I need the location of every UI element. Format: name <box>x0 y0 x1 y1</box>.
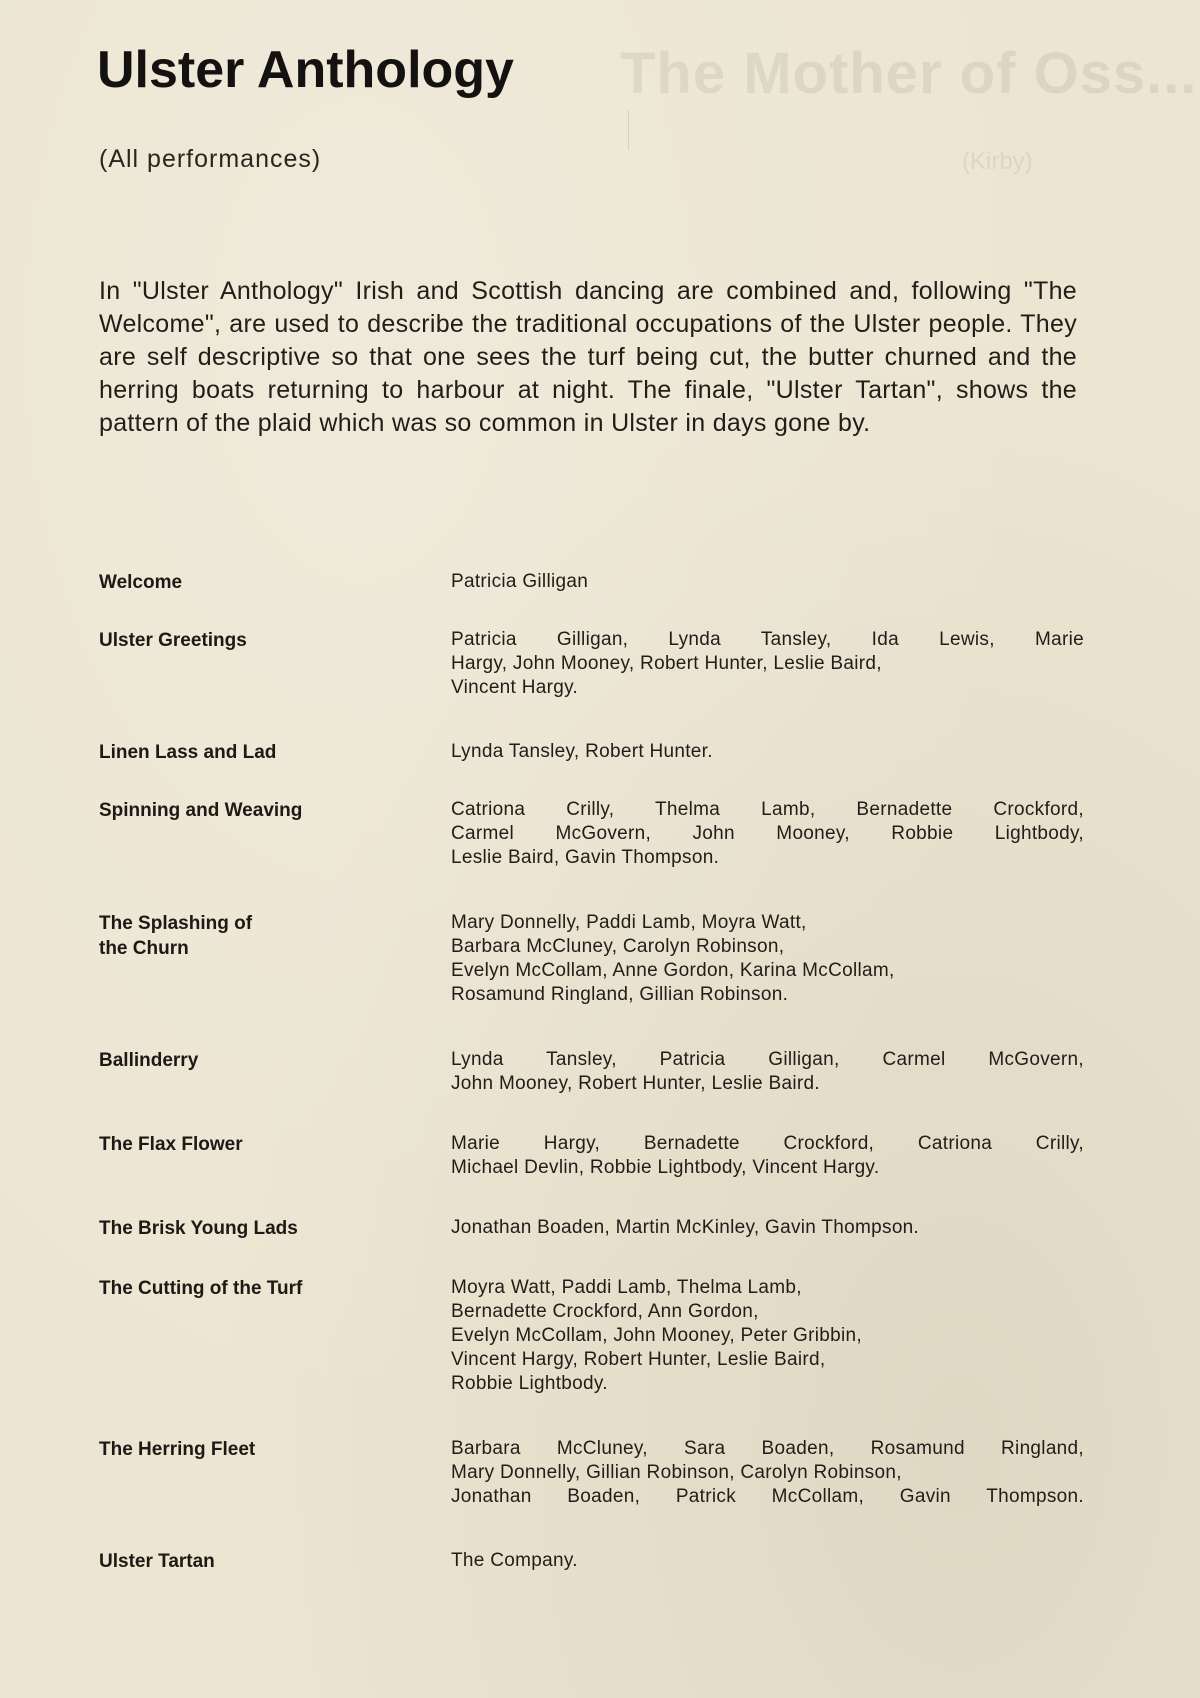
cast-line: Rosamund Ringland, Gillian Robinson. <box>451 984 789 1005</box>
dance-name: The Brisk Young Lads <box>99 1218 298 1239</box>
cast-list <box>451 1437 1084 1509</box>
cast-list <box>451 1132 1084 1180</box>
cast-line: Vincent Hargy, Robert Hunter, Leslie Baird, <box>451 1349 826 1370</box>
cast-line: Evelyn McCollam, John Mooney, Peter Gribbin, <box>451 1325 862 1346</box>
dance-name: The Cutting of the Turf <box>99 1278 303 1299</box>
cast-line: Evelyn McCollam, Anne Gordon, Karina McCollam, <box>451 960 895 981</box>
cast-list <box>451 1216 1084 1240</box>
cast-list <box>451 1048 1084 1096</box>
page-title: Ulster Anthology <box>97 41 514 99</box>
dance-name <box>99 911 439 961</box>
cast-line: Patricia Gilligan, Lynda Tansley, Ida Lewis, Marie <box>451 629 1084 650</box>
cast-line: Catriona Crilly, Thelma Lamb, Bernadette Crockford, <box>451 799 1084 820</box>
cast-list <box>451 740 1084 764</box>
dance-name-line: the Churn <box>99 938 189 959</box>
cast-line: Bernadette Crockford, Ann Gordon, <box>451 1301 759 1322</box>
dance-name: Spinning and Weaving <box>99 800 303 821</box>
dance-name: The Herring Fleet <box>99 1439 256 1460</box>
cast-list <box>451 911 1084 1007</box>
cast-line: Jonathan Boaden, Patrick McCollam, Gavin Thompson. <box>451 1486 1084 1507</box>
cast-list <box>451 798 1084 870</box>
cast-list <box>451 570 1084 594</box>
cast-line: Robbie Lightbody. <box>451 1373 608 1394</box>
cast-line: Barbara McCluney, Carolyn Robinson, <box>451 936 785 957</box>
cast-line: Vincent Hargy. <box>451 677 579 698</box>
cast-line: John Mooney, Robert Hunter, Leslie Baird. <box>451 1073 820 1094</box>
dance-name: The Flax Flower <box>99 1134 243 1155</box>
cast-line: The Company. <box>451 1550 578 1571</box>
dance-name: Welcome <box>99 572 183 593</box>
cast-line: Barbara McCluney, Sara Boaden, Rosamund Ringland, <box>451 1438 1084 1459</box>
performance-note: (All performances) <box>99 145 322 173</box>
cast-line: Mary Donnelly, Gillian Robinson, Carolyn Robinson, <box>451 1462 902 1483</box>
cast-line: Carmel McGovern, John Mooney, Robbie Lightbody, <box>451 823 1084 844</box>
dance-name: Ulster Tartan <box>99 1551 215 1572</box>
cast-line: Patricia Gilligan <box>451 571 589 592</box>
show-through-subtitle: (Kirby) <box>962 148 1033 175</box>
dance-name-line: The Splashing of <box>99 913 253 934</box>
cast-list <box>451 1276 1084 1396</box>
cast-list <box>451 628 1084 700</box>
cast-line: Lynda Tansley, Patricia Gilligan, Carmel McGovern, <box>451 1049 1084 1070</box>
cast-line: Hargy, John Mooney, Robert Hunter, Leslie Baird, <box>451 653 882 674</box>
cast-line: Jonathan Boaden, Martin McKinley, Gavin Thompson. <box>451 1217 920 1238</box>
dance-name: Linen Lass and Lad <box>99 742 277 763</box>
cast-line: Mary Donnelly, Paddi Lamb, Moyra Watt, <box>451 912 807 933</box>
paper-crease <box>628 110 629 150</box>
cast-line: Marie Hargy, Bernadette Crockford, Catriona Crilly, <box>451 1133 1084 1154</box>
cast-line: Moyra Watt, Paddi Lamb, Thelma Lamb, <box>451 1277 802 1298</box>
intro-paragraph: In "Ulster Anthology" Irish and Scottish dancing are combined and, following "The Welcome", are used to describe the traditional occupations of the Ulster people. They are self descriptive so that one sees the turf being cut, the butter churned and the herring boats returning to harbour at night. The finale, "Ulster Tartan", shows the pattern of the plaid which was so common in Ulster in days gone by. <box>99 277 1077 437</box>
show-through-title: The Mother of Oss... <box>620 41 1198 106</box>
cast-list <box>451 1549 1084 1573</box>
dance-name: Ulster Greetings <box>99 630 247 651</box>
cast-line: Michael Devlin, Robbie Lightbody, Vincent Hargy. <box>451 1157 880 1178</box>
cast-line: Lynda Tansley, Robert Hunter. <box>451 741 713 762</box>
cast-line: Leslie Baird, Gavin Thompson. <box>451 847 720 868</box>
dance-name: Ballinderry <box>99 1050 199 1071</box>
